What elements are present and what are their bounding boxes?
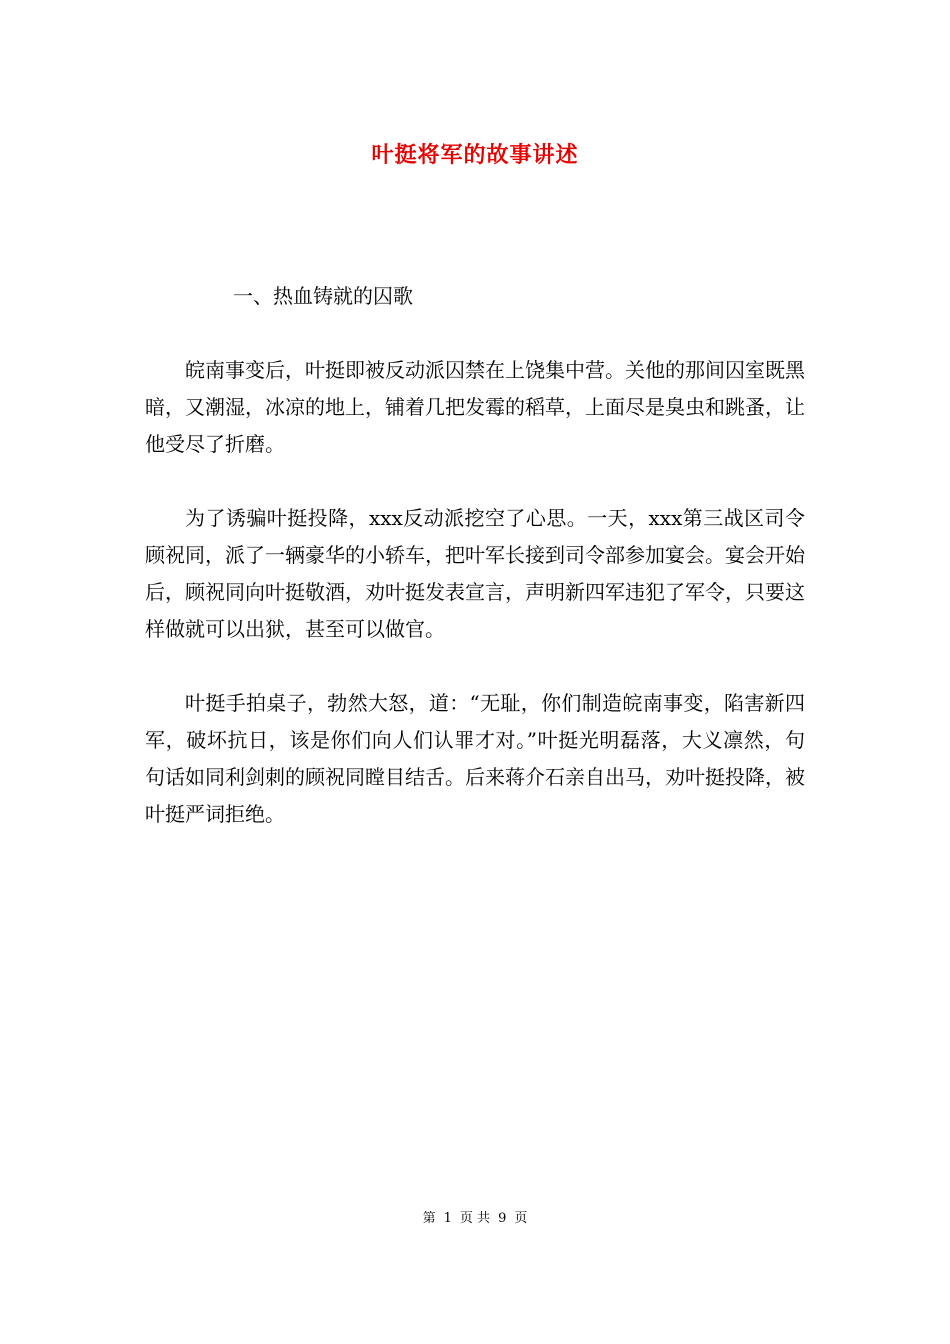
footer-suffix: 页 [514,1211,528,1226]
footer-current-page: 1 [443,1211,452,1226]
section-heading: 一、热血铸就的囚歌 [233,284,413,308]
footer-prefix: 第 [422,1211,436,1226]
paragraph-2: 为了诱骗叶挺投降，xxx反动派挖空了心思。一天，xxx第三战区司令顾祝同，派了一辆豪华的小轿车，把叶军长接到司令部参加宴会。宴会开始后，顾祝同向叶挺敬酒，劝叶挺发表宣言，声明新四军违犯了军令，只要这样做就可以出狱，甚至可以做官。 [145,506,805,641]
document-title: 叶挺将军的故事讲述 [371,142,579,168]
footer-total-pages: 9 [498,1211,507,1226]
paragraph-1: 皖南事变后，叶挺即被反动派囚禁在上饶集中营。关他的那间囚室既黑暗，又潮湿，冰凉的地上，铺着几把发霉的稻草，上面尽是臭虫和跳蚤，让他受尽了折磨。 [145,358,805,456]
paragraph-3: 叶挺手拍桌子，勃然大怒，道：“无耻，你们制造皖南事变，陷害新四军，破坏抗日，该是你们向人们认罪才对。”叶挺光明磊落，大义凛然，句句话如同利剑刺的顾祝同瞠目结舌。后来蒋介石亲自出马，劝叶挺投降，被叶挺严词拒绝。 [145,691,805,826]
footer-middle: 页 共 [459,1211,491,1226]
document-body [145,278,805,870]
page-number-footer [0,1210,950,1228]
